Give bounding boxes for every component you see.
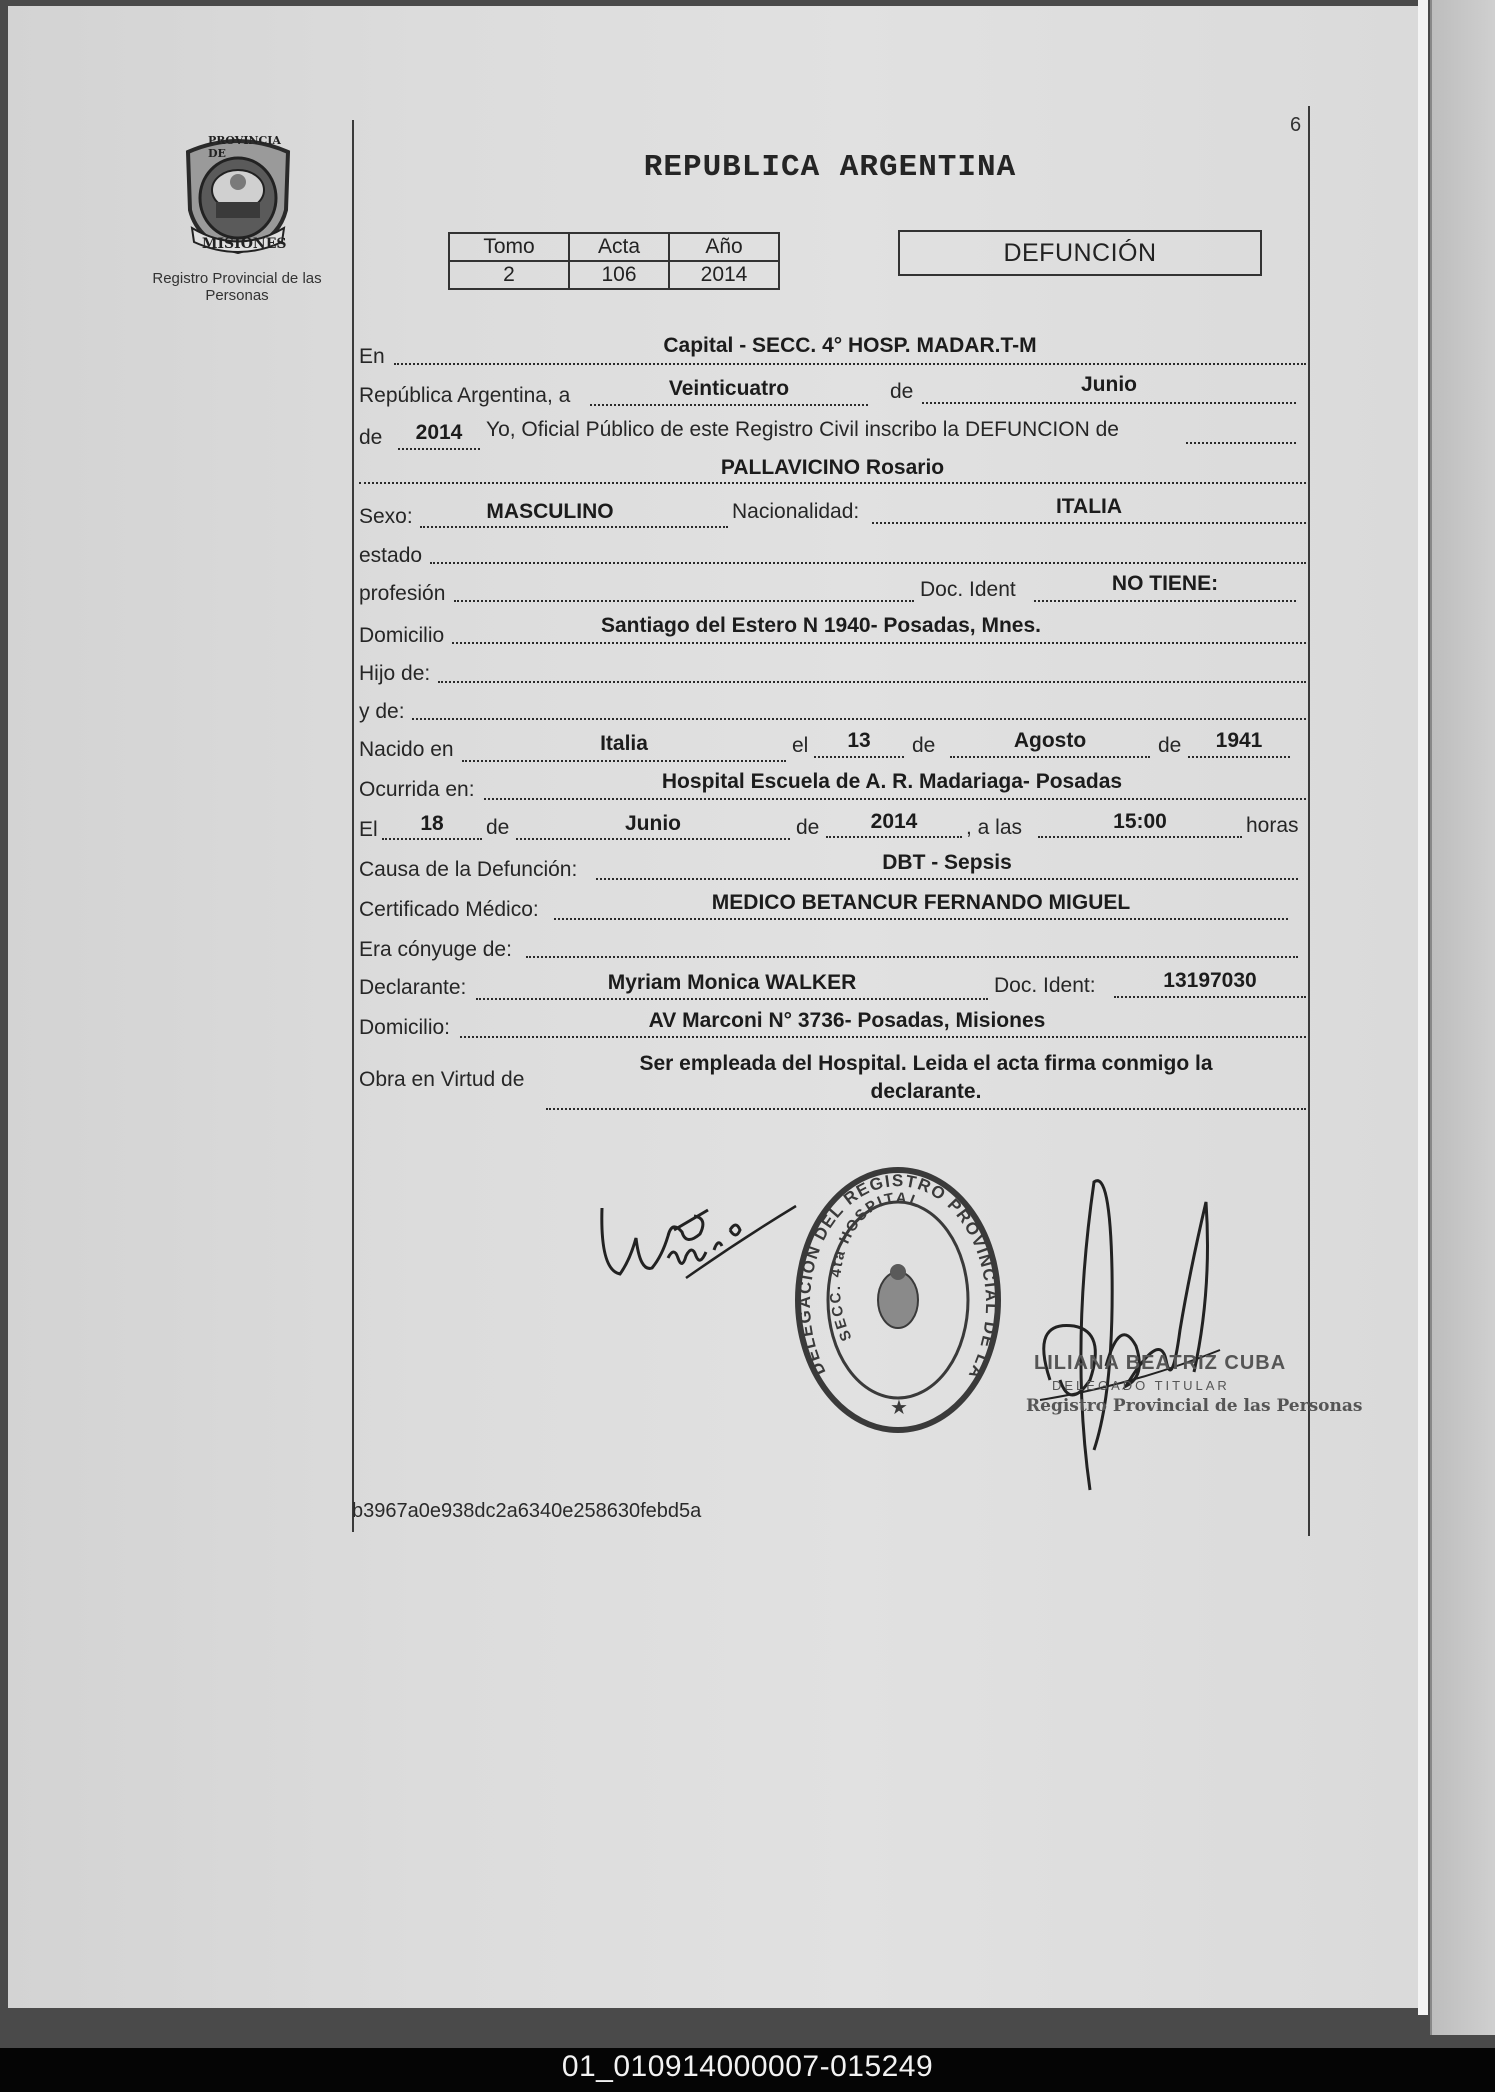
declarant-signature (590, 1160, 810, 1305)
fill-inscribo-end (1186, 416, 1296, 444)
label-nacido-de1: de (912, 734, 936, 757)
value-doc-ident: NO TIENE: (1111, 572, 1219, 595)
label-horas: horas (1246, 814, 1299, 837)
label-el: El (359, 818, 378, 841)
table-cell-acta: 106 (569, 261, 669, 289)
left-margin-line (352, 120, 354, 1532)
value-causa: DBT - Sepsis (882, 851, 1012, 874)
label-conyuge: Era cónyuge de: (359, 938, 512, 961)
stamp-officer-name: LILIANA BEATRIZ CUBA (1034, 1352, 1287, 1374)
document-hash: b3967a0e938dc2a6340e258630febd5a (352, 1500, 702, 1522)
handwritten-signature-icon (590, 1160, 810, 1300)
label-ocurrida: Ocurrida en: (359, 778, 475, 801)
label-def-de1: de (486, 816, 510, 839)
label-sexo: Sexo: (359, 505, 413, 528)
label-causa: Causa de la Defunción: (359, 858, 578, 881)
value-nombre: PALLAVICINO Rosario (720, 456, 945, 479)
label-declarante-doc: Doc. Ident: (994, 974, 1096, 997)
value-day: Veinticuatro (668, 377, 790, 400)
adjacent-page (1430, 0, 1495, 2035)
label-de-year: de (359, 426, 383, 449)
text-inscribo: Yo, Oficial Público de este Registro Civil inscribo la DEFUNCION de (486, 418, 1119, 441)
label-estado: estado (359, 544, 423, 567)
registry-table (448, 232, 780, 290)
label-republica: República Argentina, a (359, 384, 571, 407)
value-time: 15:00 (1113, 810, 1167, 833)
seal-inner-text: SECC. 4ta HOSPITAL (826, 1189, 924, 1344)
page-title: REPUBLICA ARGENTINA (643, 150, 1017, 185)
table-header-acta: Acta (569, 233, 669, 261)
label-en: En (359, 345, 385, 368)
value-certificado: MEDICO BETANCUR FERNANDO MIGUEL (711, 891, 1131, 914)
table-header-anio: Año (669, 233, 779, 261)
value-year: 2014 (415, 421, 463, 444)
table-cell-anio: 2014 (669, 261, 779, 289)
record-type-box: DEFUNCIÓN (898, 230, 1262, 276)
label-obra: Obra en Virtud de (359, 1068, 525, 1091)
value-ocurrida: Hospital Escuela de A. R. Madariaga- Posadas (661, 770, 1123, 793)
label-hijo-de: Hijo de: (359, 662, 431, 685)
value-en: Capital - SECC. 4° HOSP. MADAR.T-M (663, 334, 1037, 357)
label-domicilio-declarante: Domicilio: (359, 1016, 451, 1039)
value-nacido-place: Italia (600, 732, 648, 755)
fill-profesion (454, 574, 914, 602)
stamp-officer-role: DELEGADO TITULAR (1052, 1378, 1230, 1393)
label-nacido-el: el (792, 734, 809, 757)
fill-y-de (412, 692, 1306, 720)
fill-conyuge (526, 930, 1298, 958)
value-sexo: MASCULINO (486, 500, 614, 523)
label-domicilio: Domicilio (359, 624, 445, 647)
label-nacido-en: Nacido en (359, 738, 454, 761)
seal-outer-text: DELEGACION DEL REGISTRO PROVINCIAL DE LA (794, 1171, 1002, 1384)
registry-caption: Registro Provincial de las Personas (152, 270, 322, 304)
value-domicilio-declarante: AV Marconi N° 3736- Posadas, Misiones (648, 1009, 1046, 1032)
value-nacido-year: 1941 (1215, 729, 1263, 752)
document-paper (8, 6, 1418, 2008)
label-declarante: Declarante: (359, 976, 467, 999)
value-domicilio: Santiago del Estero N 1940- Posadas, Mnes. (601, 614, 1041, 637)
label-profesion: profesión (359, 582, 446, 605)
value-nacido-month: Agosto (1013, 729, 1087, 752)
province-seal-logo (178, 130, 298, 260)
value-def-day: 18 (420, 812, 444, 835)
label-nacido-de2: de (1158, 734, 1182, 757)
page-number: 6 (1290, 114, 1302, 136)
officer-signature (1010, 1150, 1240, 1515)
label-doc-ident: Doc. Ident (920, 578, 1016, 601)
value-nacionalidad: ITALIA (1055, 495, 1123, 518)
paper-edge (1418, 0, 1428, 2015)
handwritten-signature-icon (1010, 1150, 1240, 1510)
value-def-year: 2014 (870, 810, 918, 833)
label-def-de2: de (796, 816, 820, 839)
label-certificado: Certificado Médico: (359, 898, 539, 921)
value-obra-line1: Ser empleada del Hospital. Leida el acta firma conmigo la (639, 1052, 1213, 1075)
label-de-month: de (890, 380, 914, 403)
stamp-organization: Registro Provincial de las Personas (1026, 1396, 1363, 1416)
fill-estado (430, 536, 1306, 564)
label-nacionalidad: Nacionalidad: (732, 500, 860, 523)
value-month: Junio (1081, 373, 1137, 396)
file-caption: 01_010914000007-015249 (561, 2050, 934, 2083)
seal-text-bottom: MISIONES (202, 236, 287, 252)
svg-text:★: ★ (890, 1395, 908, 1419)
table-cell-tomo: 2 (449, 261, 569, 289)
label-y-de: y de: (359, 700, 405, 723)
seal-stamp-icon (788, 1162, 1008, 1438)
value-obra-line2: declarante. (870, 1080, 982, 1103)
official-seal (788, 1162, 1008, 1443)
label-a-las: , a las (966, 816, 1023, 839)
value-declarante-doc: 13197030 (1163, 969, 1257, 992)
right-margin-line (1308, 106, 1310, 1536)
fill-hijo-de (438, 655, 1306, 683)
table-header-tomo: Tomo (449, 233, 569, 261)
value-declarante: Myriam Monica WALKER (607, 971, 857, 994)
value-def-month: Junio (625, 812, 681, 835)
value-nacido-day: 13 (847, 729, 871, 752)
seal-text-top: PROVINCIA DE (208, 134, 281, 160)
